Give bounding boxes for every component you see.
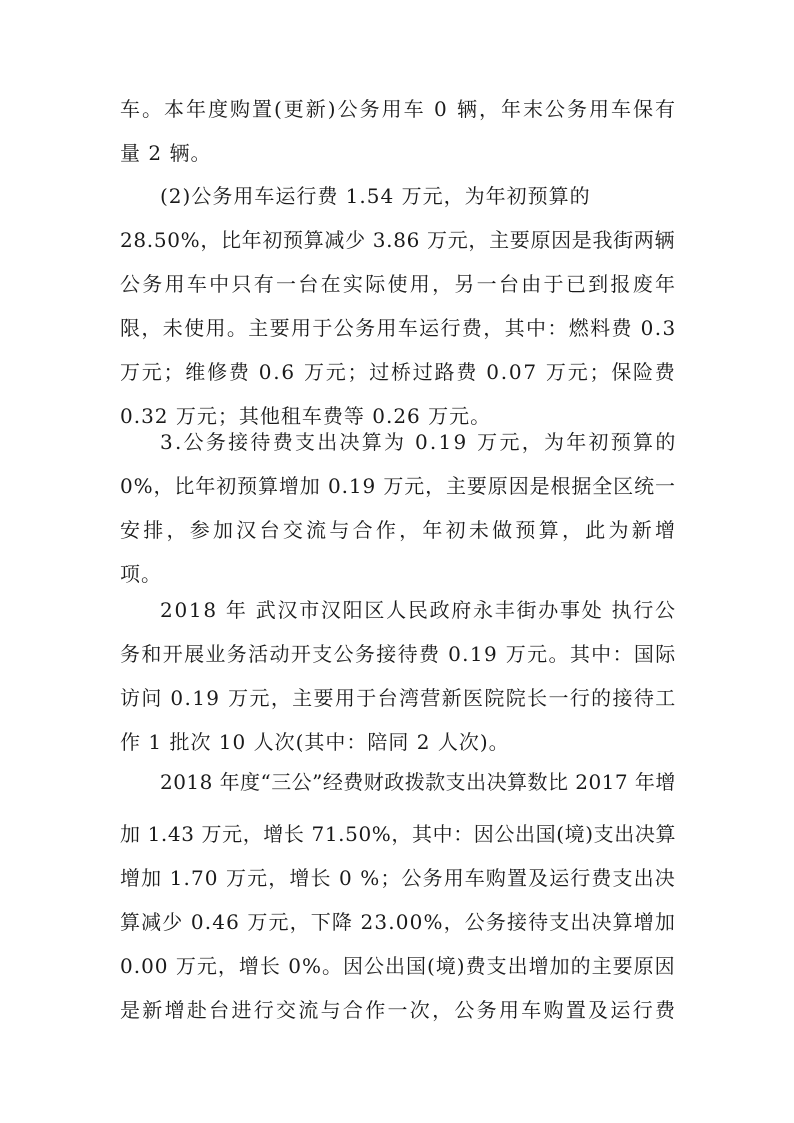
text-line: 0.00 万元，增长 0%。因公出国(境)费支出增加的主要原因 (120, 954, 676, 978)
text-line: 作 1 批次 10 人次(其中：陪同 2 人次)。 (120, 730, 510, 754)
text-line: 公务用车中只有一台在实际使用，另一台由于已到报废年 (120, 272, 678, 296)
text-line: 车。本年度购置(更新)公务用车 0 辆，年末公务用车保有 (120, 97, 678, 121)
text-line: 0.32 万元；其他租车费等 0.26 万元。 (120, 404, 492, 428)
text-line: (2)公务用车运行费 1.54 万元，为年初预算的 (160, 184, 591, 208)
text-line: 2018 年 武汉市汉阳区人民政府永丰街办事处 执行公 (160, 598, 677, 622)
text-line: 0%，比年初预算增加 0.19 万元，主要原因是根据全区统一 (120, 474, 676, 498)
text-line: 加 1.43 万元，增长 71.50%，其中：因公出国(境)支出决算 (120, 822, 677, 846)
text-line: 安排，参加汉台交流与合作，年初未做预算，此为新增 (120, 518, 679, 542)
text-line: 务和开展业务活动开支公务接待费 0.19 万元。其中：国际 (120, 642, 677, 666)
text-line: 限，未使用。主要用于公务用车运行费，其中：燃料费 0.3 (120, 316, 677, 340)
text-line: 3.公务接待费支出决算为 0.19 万元，为年初预算的 (160, 430, 678, 454)
text-line: 增加 1.70 万元，增长 0 %；公务用车购置及运行费支出决 (120, 866, 676, 890)
text-line: 量 2 辆。 (120, 141, 212, 165)
text-line: 28.50%，比年初预算减少 3.86 万元，主要原因是我街两辆 (120, 228, 676, 252)
text-line: 算减少 0.46 万元，下降 23.00%，公务接待支出决算增加 (120, 910, 676, 934)
text-line: 访问 0.19 万元，主要用于台湾营新医院院长一行的接待工 (120, 686, 677, 710)
text-line: 2018 年度“三公”经费财政拨款支出决算数比 2017 年增 (160, 770, 676, 794)
text-line: 万元；维修费 0.6 万元；过桥过路费 0.07 万元；保险费 (120, 360, 677, 384)
text-line: 项。 (120, 562, 162, 586)
text-line: 是新增赴台进行交流与合作一次，公务用车购置及运行费 (120, 998, 678, 1022)
